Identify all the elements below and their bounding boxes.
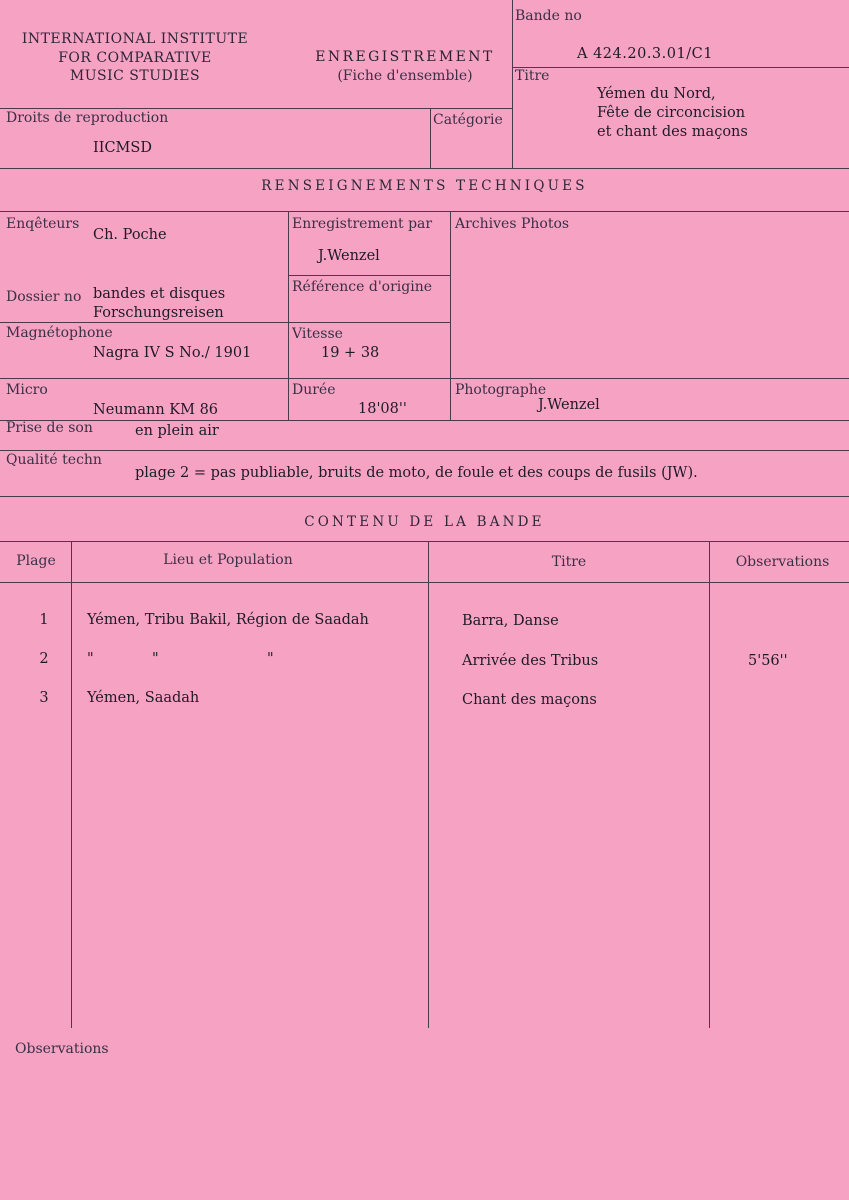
- duree-value: 18'08'': [358, 401, 407, 417]
- reference-label: Référence d'origine: [292, 279, 433, 295]
- categorie-label: Catégorie: [433, 112, 503, 128]
- row1-plage: 1: [39, 612, 49, 628]
- row1-titre: Barra, Danse: [462, 613, 559, 629]
- photographe-value: J.Wenzel: [538, 397, 600, 413]
- rule-tech-grid-top: [0, 211, 849, 212]
- rule-magnetophone: [0, 322, 450, 323]
- duree-label: Durée: [292, 382, 336, 398]
- section-tech-title: RENSEIGNEMENTS TECHNIQUES: [261, 178, 588, 194]
- table-header-lieu: Lieu et Population: [163, 552, 293, 568]
- table-header-titre: Titre: [551, 554, 587, 570]
- rule-table-top: [0, 541, 849, 542]
- rule-qualite: [0, 450, 849, 451]
- form-subtitle: (Fiche d'ensemble): [337, 68, 473, 84]
- titre-line3: et chant des maçons: [597, 124, 748, 140]
- rule-micro: [0, 378, 849, 379]
- dossier-label: Dossier no: [6, 289, 82, 305]
- row2-lieu-ditto-2: ": [152, 651, 159, 667]
- droits-value: IICMSD: [93, 140, 152, 156]
- institute-line1: INTERNATIONAL INSTITUTE: [21, 31, 249, 47]
- rule-v-categorie: [430, 108, 431, 168]
- row3-plage: 3: [39, 690, 49, 706]
- rule-reference: [288, 275, 450, 276]
- table-header-plage: Plage: [16, 553, 56, 569]
- row2-titre: Arrivée des Tribus: [462, 653, 599, 669]
- rule-v-tech2: [450, 211, 451, 420]
- row2-lieu-ditto-3: ": [267, 651, 274, 667]
- dossier-line2: Forschungsreisen: [93, 305, 224, 321]
- section-contenu-title: CONTENU DE LA BANDE: [304, 514, 545, 530]
- table-header-observations: Observations: [735, 554, 830, 570]
- qualite-label: Qualité techn: [6, 452, 102, 468]
- row2-obs: 5'56'': [748, 653, 788, 669]
- titre-line1: Yémen du Nord,: [597, 86, 716, 102]
- institute-line2: FOR COMPARATIVE: [58, 50, 212, 66]
- row2-plage: 2: [39, 651, 49, 667]
- enqueteurs-value: Ch. Poche: [93, 227, 167, 243]
- row3-lieu: Yémen, Saadah: [87, 690, 200, 706]
- form-title: ENREGISTREMENT: [315, 49, 495, 65]
- row3-titre: Chant des maçons: [462, 692, 597, 708]
- archives-photos-label: Archives Photos: [455, 216, 570, 232]
- rule-prise: [0, 420, 849, 421]
- titre-label: Titre: [515, 68, 550, 84]
- rule-title-top: [512, 67, 849, 68]
- magnetophone-value: Nagra IV S No./ 1901: [93, 345, 252, 361]
- institute-line3: MUSIC STUDIES: [69, 68, 201, 84]
- row2-lieu-ditto-1: ": [87, 651, 94, 667]
- rule-tech-top: [0, 168, 849, 169]
- prise-de-son-value: en plein air: [135, 423, 219, 439]
- qualite-value: plage 2 = pas publiable, bruits de moto, de foule et des coups de fusils (JW).: [135, 465, 698, 481]
- vitesse-value: 19 + 38: [321, 345, 380, 361]
- rule-header-bottom: [0, 108, 512, 109]
- micro-value: Neumann KM 86: [93, 402, 219, 418]
- rule-v-table3: [709, 541, 710, 1028]
- prise-de-son-label: Prise de son: [6, 420, 93, 436]
- bande-no-label: Bande no: [515, 8, 582, 24]
- enregistrement-par-label: Enregistrement par: [292, 216, 433, 232]
- photographe-label: Photographe: [455, 382, 547, 398]
- enregistrement-par-value: J.Wenzel: [318, 248, 380, 264]
- droits-label: Droits de reproduction: [6, 110, 169, 126]
- dossier-line1: bandes et disques: [93, 286, 226, 302]
- vitesse-label: Vitesse: [292, 326, 343, 342]
- bande-no-value: A 424.20.3.01/C1: [577, 46, 713, 62]
- rule-table-header: [0, 582, 849, 583]
- magnetophone-label: Magnétophone: [6, 325, 113, 341]
- rule-contenu-top: [0, 496, 849, 497]
- rule-v-tech1: [288, 211, 289, 420]
- observations-footer-label: Observations: [15, 1041, 109, 1057]
- rule-v-bande: [512, 0, 513, 168]
- enqueteurs-label: Enqêteurs: [6, 216, 80, 232]
- micro-label: Micro: [6, 382, 48, 398]
- rule-v-table2: [428, 541, 429, 1028]
- row1-lieu: Yémen, Tribu Bakil, Région de Saadah: [87, 612, 369, 628]
- titre-line2: Fête de circoncision: [597, 105, 746, 121]
